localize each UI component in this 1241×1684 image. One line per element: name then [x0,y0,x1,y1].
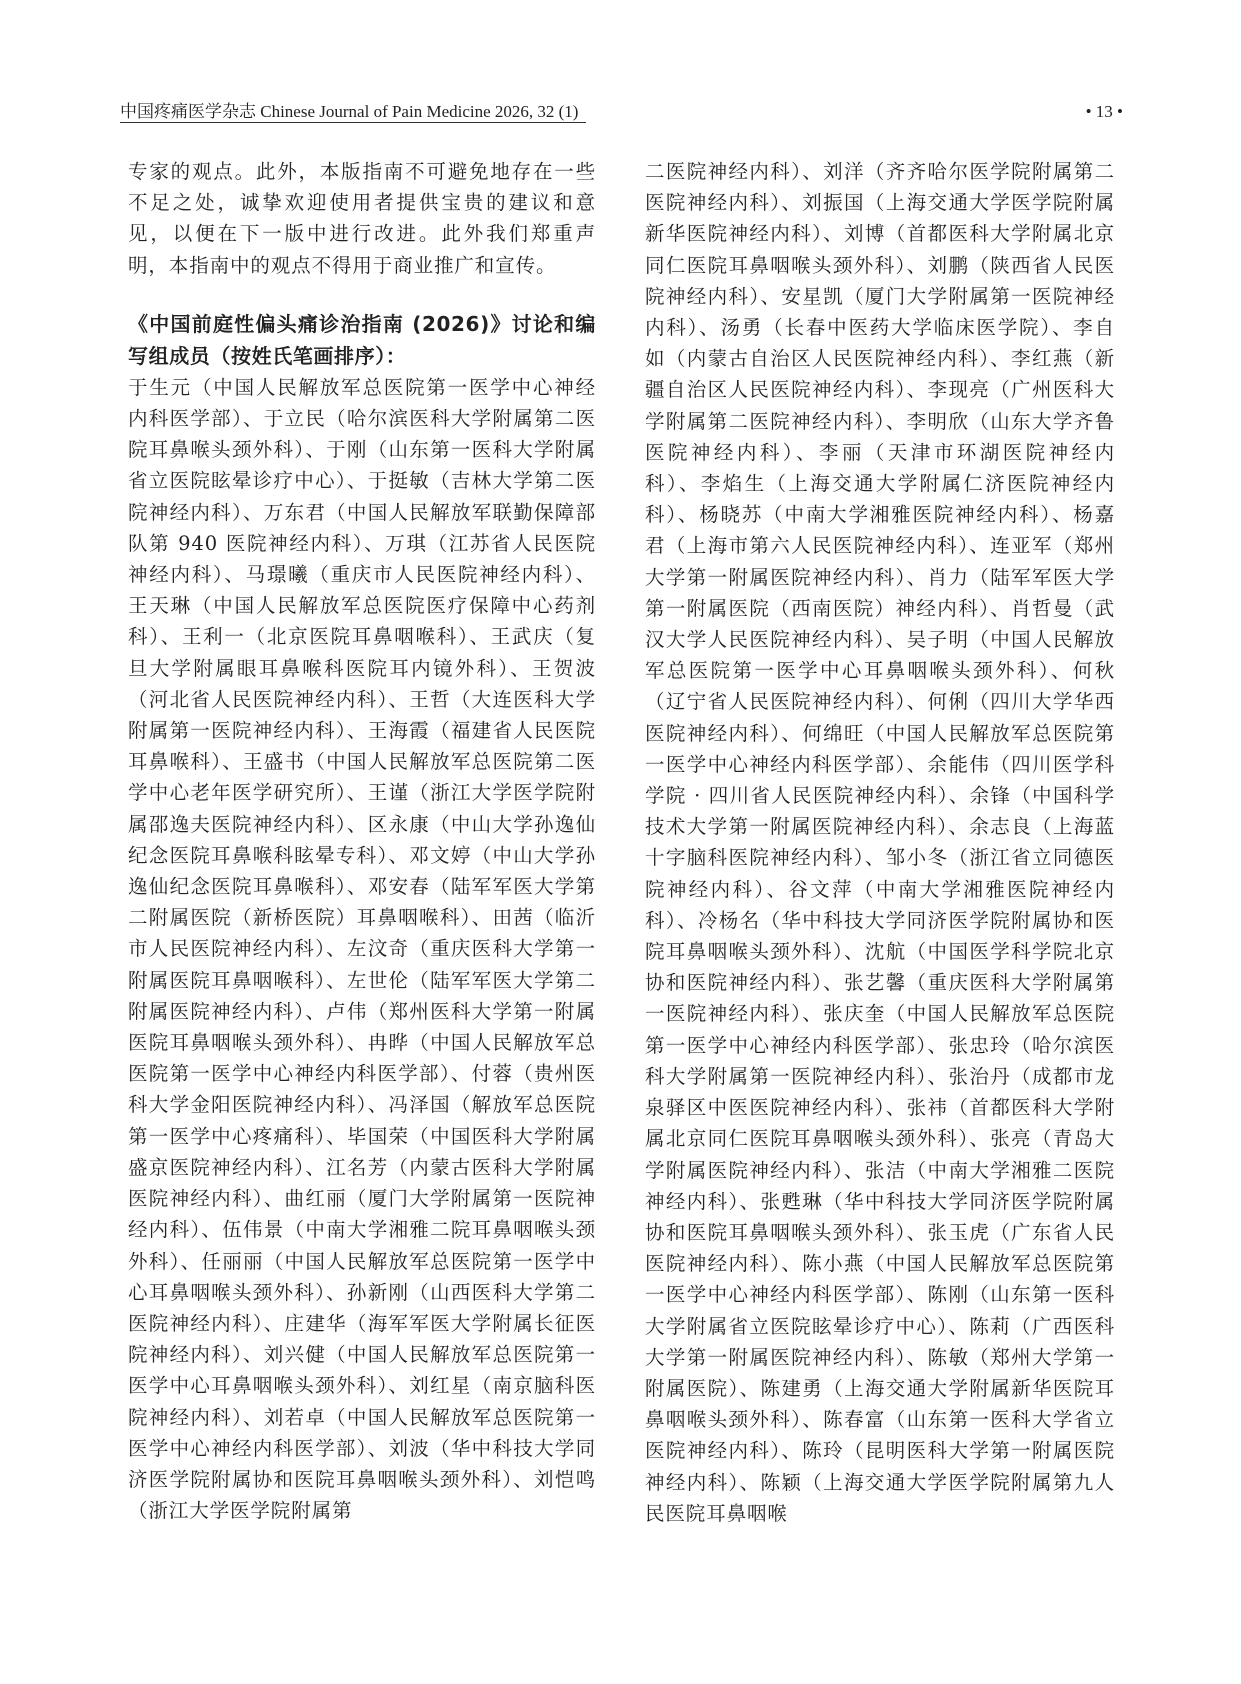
right-column [645,156,1115,1529]
left-column [128,156,596,1526]
page-number: • 13 • [1085,102,1123,121]
members-list-left: 于生元（中国人民解放军总医院第一医学中心神经内科医学部）、于立民（哈尔滨医科大学附属第二医院耳鼻喉头颈外科）、于刚（山东第一医科大学附属省立医院眩晕诊疗中心）、于挺敏（吉林大学第二医院神经内科）、万东君（中国人民解放军联勤保障部队第 940 医院神经内科）、万琪（江苏省人民医院神经内科）、马璟曦（重庆市人民医院神经内科）、王天琳（中国人民解放军总医院医疗保障中心药剂科）、王利一（北京医院耳鼻咽喉科）、王武庆（复旦大学附属眼耳鼻喉科医院耳内镜外科）、王贺波（河北省人民医院神经内科）、王哲（大连医科大学附属第一医院神经内科）、王海霞（福建省人民医院耳鼻喉科）、王盛书（中国人民解放军总医院第二医学中心老年医学研究所）、王谨（浙江大学医学院附属邵逸夫医院神经内科）、区永康（中山大学孙逸仙纪念医院耳鼻喉科眩晕专科）、邓文婷（中山大学孙逸仙纪念医院耳鼻喉科）、邓安春（陆军军医大学第二附属医院（新桥医院）耳鼻咽喉科）、田茜（临沂市人民医院神经内科）、左汶奇（重庆医科大学第一附属医院耳鼻咽喉科）、左世伦（陆军军医大学第二附属医院神经内科）、卢伟（郑州医科大学第一附属医院耳鼻咽喉头颈外科）、冉晔（中国人民解放军总医院第一医学中心神经内科医学部）、付蓉（贵州医科大学金阳医院神经内科）、冯泽国（解放军总医院第一医学中心疼痛科）、毕国荣（中国医科大学附属盛京医院神经内科）、江名芳（内蒙古医科大学附属医院神经内科）、曲红丽（厦门大学附属第一医院神经内科）、伍伟景（中南大学湘雅二院耳鼻咽喉头颈外科）、任丽丽（中国人民解放军总医院第一医学中心耳鼻咽喉头颈外科）、孙新刚（山西医科大学第二医院神经内科）、庄建华（海军军医大学附属长征医院神经内科）、刘兴健（中国人民解放军总医院第一医学中心耳鼻咽喉头颈外科）、刘红星（南京脑科医院神经内科）、刘若卓（中国人民解放军总医院第一医学中心神经内科医学部）、刘波（华中科技大学同济医学院附属协和医院耳鼻咽喉头颈外科）、刘恺鸣（浙江大学医学院附属第 [128,375,596,1523]
page-header [120,98,1123,128]
members-list-right: 二医院神经内科）、刘洋（齐齐哈尔医学院附属第二医院神经内科）、刘振国（上海交通大学医学院附属新华医院神经内科）、刘博（首都医科大学附属北京同仁医院耳鼻咽喉头颈外科）、刘鹏（陕西省人民医院神经内科）、安星凯（厦门大学附属第一医院神经内科）、汤勇（长春中医药大学临床医学院）、李自如（内蒙古自治区人民医院神经内科）、李红燕（新疆自治区人民医院神经内科）、李现亮（广州医科大学附属第二医院神经内科）、李明欣（山东大学齐鲁医院神经内科）、李丽（天津市环湖医院神经内科）、李焰生（上海交通大学附属仁济医院神经内科）、杨晓苏（中南大学湘雅医院神经内科）、杨嘉君（上海市第六人民医院神经内科）、连亚军（郑州大学第一附属医院神经内科）、肖力（陆军军医大学第一附属医院（西南医院）神经内科）、肖哲曼（武汉大学人民医院神经内科）、吴子明（中国人民解放军总医院第一医学中心耳鼻咽喉头颈外科）、何秋（辽宁省人民医院神经内科）、何俐（四川大学华西医院神经内科）、何绵旺（中国人民解放军总医院第一医学中心神经内科医学部）、余能伟（四川医学科学院 · 四川省人民医院神经内科）、余锋（中国科学技术大学第一附属医院神经内科）、余志良（上海蓝十字脑科医院神经内科）、邹小冬（浙江省立同德医院神经内科）、谷文萍（中南大学湘雅医院神经内科）、冷杨名（华中科技大学同济医学院附属协和医院耳鼻咽喉头颈外科）、沈航（中国医学科学院北京协和医院神经内科）、张艺馨（重庆医科大学附属第一医院神经内科）、张庆奎（中国人民解放军总医院第一医学中心神经内科医学部）、张忠玲（哈尔滨医科大学附属第一医院神经内科）、张治丹（成都市龙泉驿区中医医院神经内科）、张祎（首都医科大学附属北京同仁医院耳鼻咽喉头颈外科）、张亮（青岛大学附属医院神经内科）、张洁（中南大学湘雅二医院神经内科）、张甦琳（华中科技大学同济医学院附属协和医院耳鼻咽喉头颈外科）、张玉虎（广东省人民医院神经内科）、陈小燕（中国人民解放军总医院第一医学中心神经内科医学部）、陈刚（山东第一医科大学附属省立医院眩晕诊疗中心）、陈莉（广西医科大学第一附属医院神经内科）、陈敏（郑州大学第一附属医院）、陈建勇（上海交通大学附属新华医院耳鼻咽喉头颈外科）、陈春富（山东第一医科大学省立医院神经内科）、陈玲（昆明医科大学第一附属医院神经内科）、陈颖（上海交通大学医学院附属第九人民医院耳鼻咽喉 [645,160,1115,1525]
section-heading: 《中国前庭性偏头痛诊治指南 (2026)》讨论和编写组成员（按姓氏笔画排序）： [128,311,596,368]
journal-citation: 中国疼痛医学杂志 Chinese Journal of Pain Medicine 2026, 32 (1) [120,102,586,123]
intro-paragraph: 专家的观点。此外，本版指南不可避免地存在一些不足之处，诚挚欢迎使用者提供宝贵的建议和意见，以便在下一版中进行改进。此外我们郑重声明，本指南中的观点不得用于商业推广和宣传。 [128,160,596,277]
